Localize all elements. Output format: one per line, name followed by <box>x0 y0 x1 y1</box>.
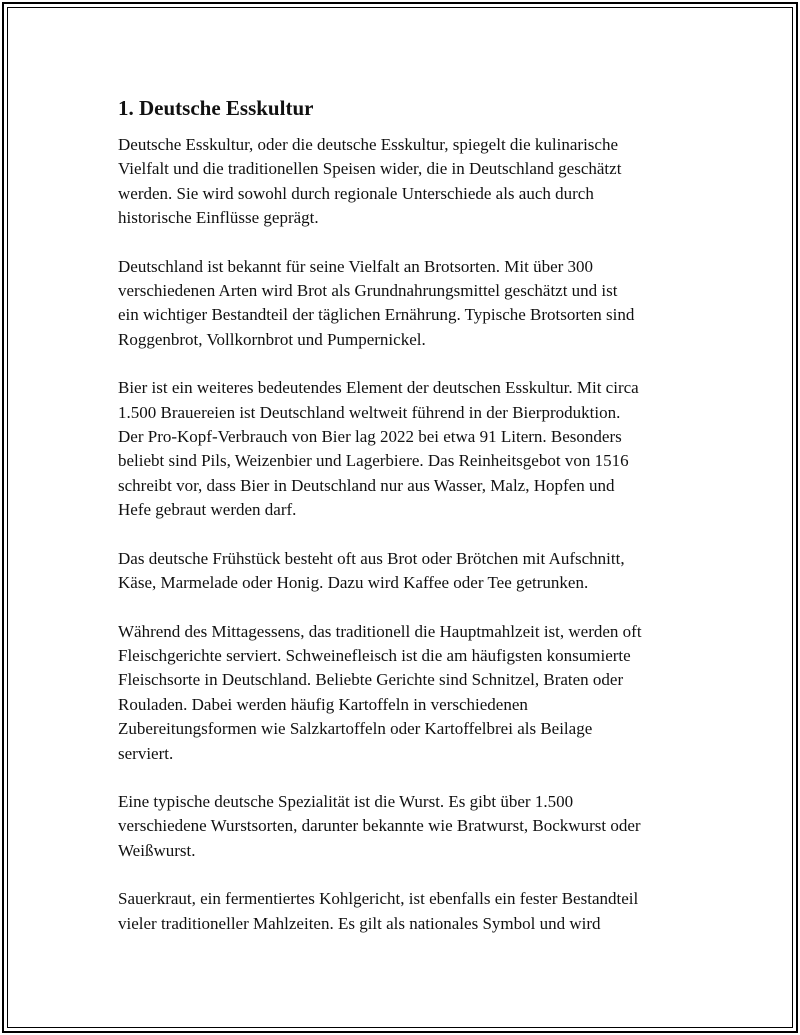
document-body <box>118 94 698 960</box>
paragraph-line: historische Einflüsse geprägt. <box>118 208 319 228</box>
paragraph <box>118 547 698 596</box>
paragraph-line: ein wichtiger Bestandteil der täglichen Ernährung. Typische Brotsorten sind <box>118 305 635 325</box>
section-heading: 1. Deutsche Esskultur <box>118 96 314 120</box>
paragraph-line: werden. Sie wird sowohl durch regionale Unterschiede als auch durch <box>118 183 594 203</box>
paragraph-line: verschiedene Wurstsorten, darunter bekannte wie Bratwurst, Bockwurst oder <box>118 816 641 836</box>
paragraph-line: Rouladen. Dabei werden häufig Kartoffeln in verschiedenen <box>118 694 528 714</box>
paragraph-line: vieler traditioneller Mahlzeiten. Es gilt als nationales Symbol und wird <box>118 913 601 933</box>
paragraph-line: Sauerkraut, ein fermentiertes Kohlgericht, ist ebenfalls ein fester Bestandteil <box>118 889 639 909</box>
paragraph-line: Vielfalt und die traditionellen Speisen wider, die in Deutschland geschätzt <box>118 159 622 179</box>
paragraph-line: Zubereitungsformen wie Salzkartoffeln oder Kartoffelbrei als Beilage <box>118 719 593 739</box>
paragraph-list <box>118 133 698 936</box>
paragraph-line: beliebt sind Pils, Weizenbier und Lagerbiere. Das Reinheitsgebot von 1516 <box>118 451 629 471</box>
paragraph <box>118 133 698 231</box>
paragraph <box>118 790 698 863</box>
paragraph <box>118 620 698 766</box>
paragraph-line: schreibt vor, dass Bier in Deutschland nur aus Wasser, Malz, Hopfen und <box>118 475 615 495</box>
paragraph-line: Weißwurst. <box>118 840 196 860</box>
paragraph-line: verschiedenen Arten wird Brot als Grundnahrungsmittel geschätzt und ist <box>118 281 618 301</box>
paragraph-line: Fleischgerichte serviert. Schweinefleisch ist die am häufigsten konsumierte <box>118 645 631 665</box>
paragraph-line: Fleischsorte in Deutschland. Beliebte Gerichte sind Schnitzel, Braten oder <box>118 670 624 690</box>
paragraph <box>118 376 698 522</box>
paragraph-line: Während des Mittagessens, das traditionell die Hauptmahlzeit ist, werden oft <box>118 621 642 641</box>
paragraph-line: Deutschland ist bekannt für seine Vielfalt an Brotsorten. Mit über 300 <box>118 256 594 276</box>
paragraph-line: Der Pro-Kopf-Verbrauch von Bier lag 2022 bei etwa 91 Litern. Besonders <box>118 427 622 447</box>
paragraph <box>118 255 698 353</box>
paragraph-line: Das deutsche Frühstück besteht oft aus Brot oder Brötchen mit Aufschnitt, <box>118 548 625 568</box>
paragraph-line: Deutsche Esskultur, oder die deutsche Esskultur, spiegelt die kulinarische <box>118 135 619 154</box>
paragraph-line: Bier ist ein weiteres bedeutendes Element der deutschen Esskultur. Mit circa <box>118 378 639 398</box>
paragraph-line: 1.500 Brauereien ist Deutschland weltweit führend in der Bierproduktion. <box>118 402 621 422</box>
paragraph-line: Hefe gebraut werden darf. <box>118 500 297 520</box>
paragraph-line: serviert. <box>118 743 174 763</box>
paragraph-line: Roggenbrot, Vollkornbrot und Pumpernickel. <box>118 329 426 349</box>
paragraph-line: Eine typische deutsche Spezialität ist die Wurst. Es gibt über 1.500 <box>118 791 574 811</box>
paragraph <box>118 887 698 936</box>
paragraph-line: Käse, Marmelade oder Honig. Dazu wird Kaffee oder Tee getrunken. <box>118 573 589 593</box>
